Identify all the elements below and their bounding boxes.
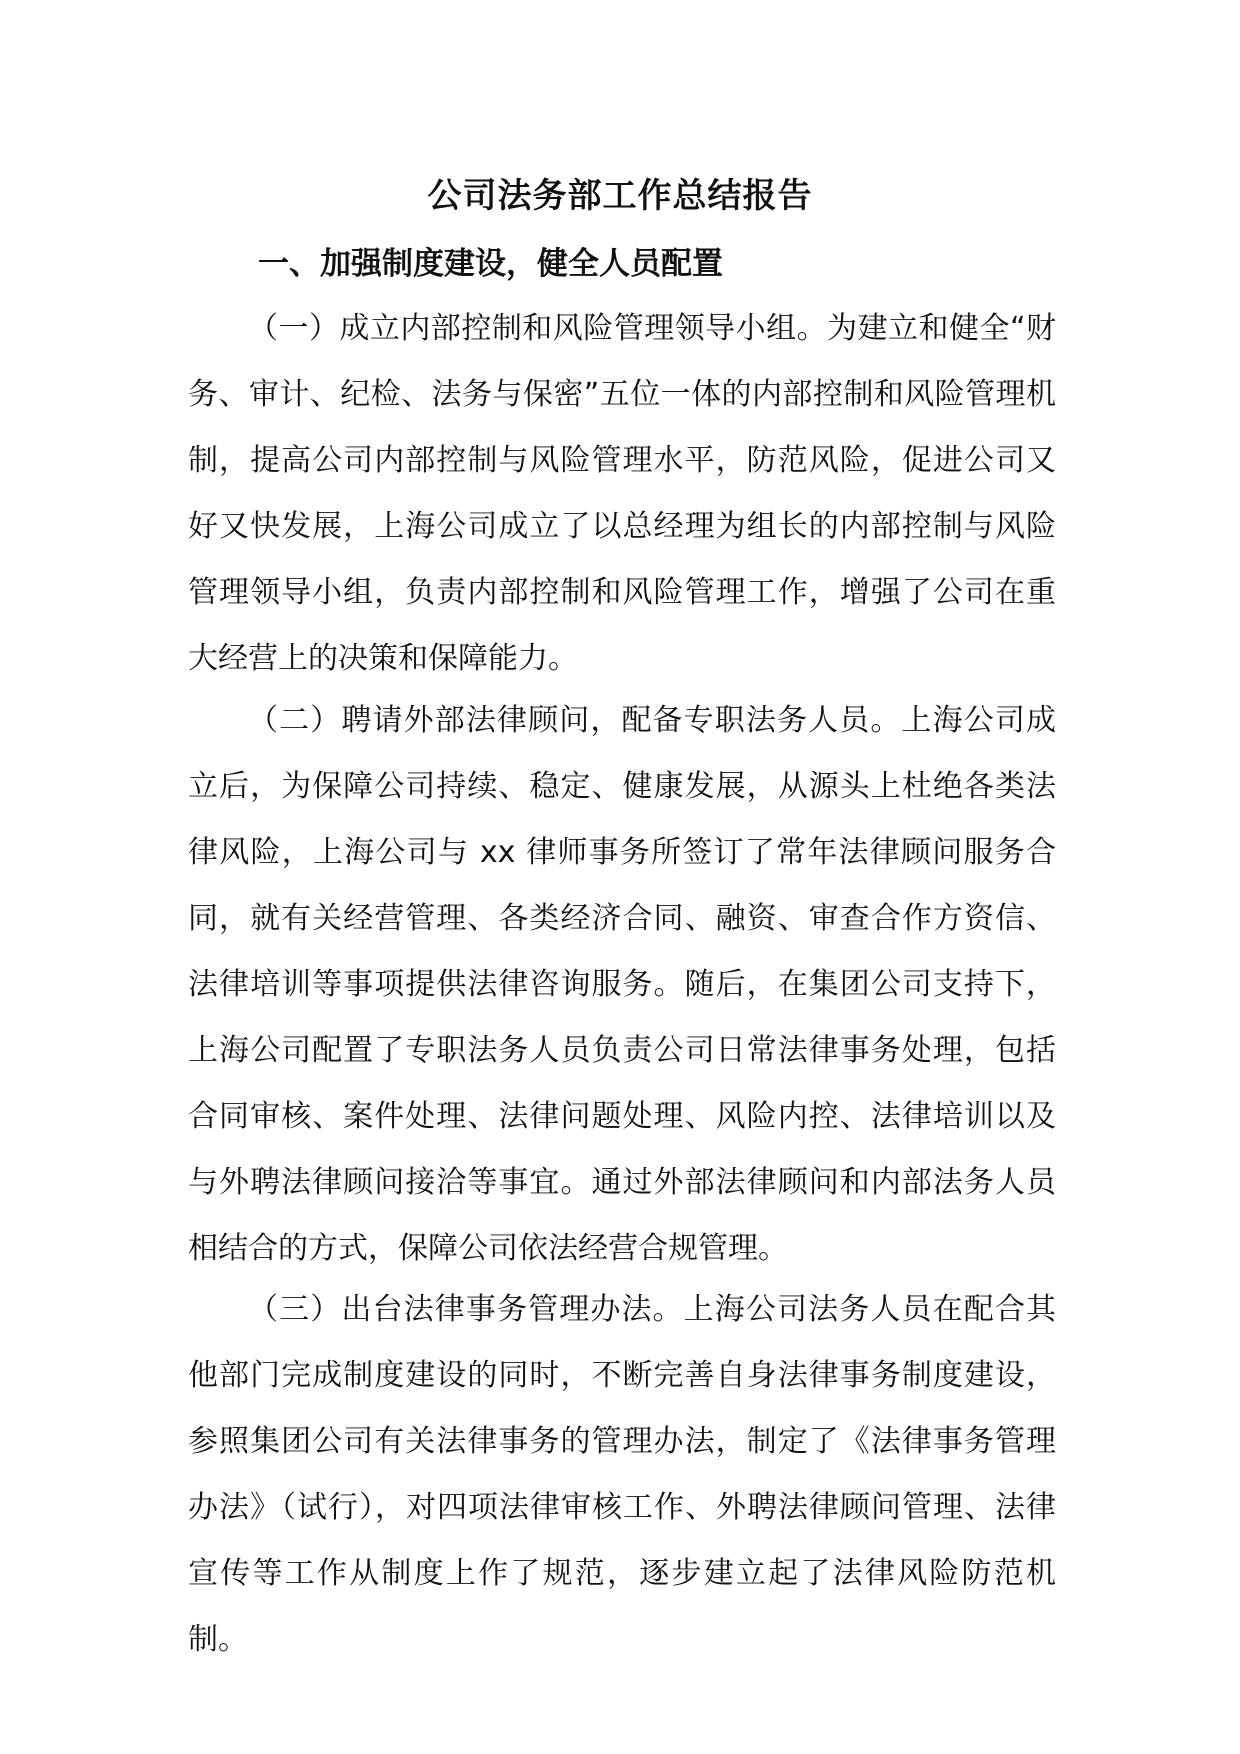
body-paragraph: （一）成立内部控制和风险管理领导小组。为建立和健全“财务、审计、纪检、法务与保密”五位一体的内部控制和风险管理机制，提高公司内部控制与风险管理水平，防范风险，促进公司又好又快发展，上海公司成立了以总经理为组长的内部控制与风险管理领导小组，负责内部控制和风险管理工作，增强了公司在重大经营上的决策和保障能力。 <box>188 311 1056 676</box>
body-paragraph: （二）聘请外部法律顾问，配备专职法务人员。上海公司成立后，为保障公司持续、稳定、健康发展，从源头上杜绝各类法律风险，上海公司与 xx 律师事务所签订了常年法律顾问服务合同，就有关经营管理、各类经济合同、融资、审查合作方资信、法律培训等事项提供法律咨询服务。随后，在集团公司支持下，上海公司配置了专职法务人员负责公司日常法律事务处理，包括合同审核、案件处理、法律问题处理、风险内控、法律培训以及与外聘法律顾问接洽等事宜。通过外部法律顾问和内部法务人员相结合的方式，保障公司依法经营合规管理。 <box>188 703 1056 1266</box>
section-heading: 一、加强制度建设，健全人员配置 <box>258 246 723 282</box>
document-title: 公司法务部工作总结报告 <box>427 176 813 216</box>
body-paragraph: （三）出台法律事务管理办法。上海公司法务人员在配合其他部门完成制度建设的同时，不断完善自身法律事务制度建设，参照集团公司有关法律事务的管理办法，制定了《法律事务管理办法》（试行），对四项法律审核工作、外聘法律顾问管理、法律宣传等工作从制度上作了规范，逐步建立起了法律风险防范机制。 <box>188 1292 1056 1657</box>
